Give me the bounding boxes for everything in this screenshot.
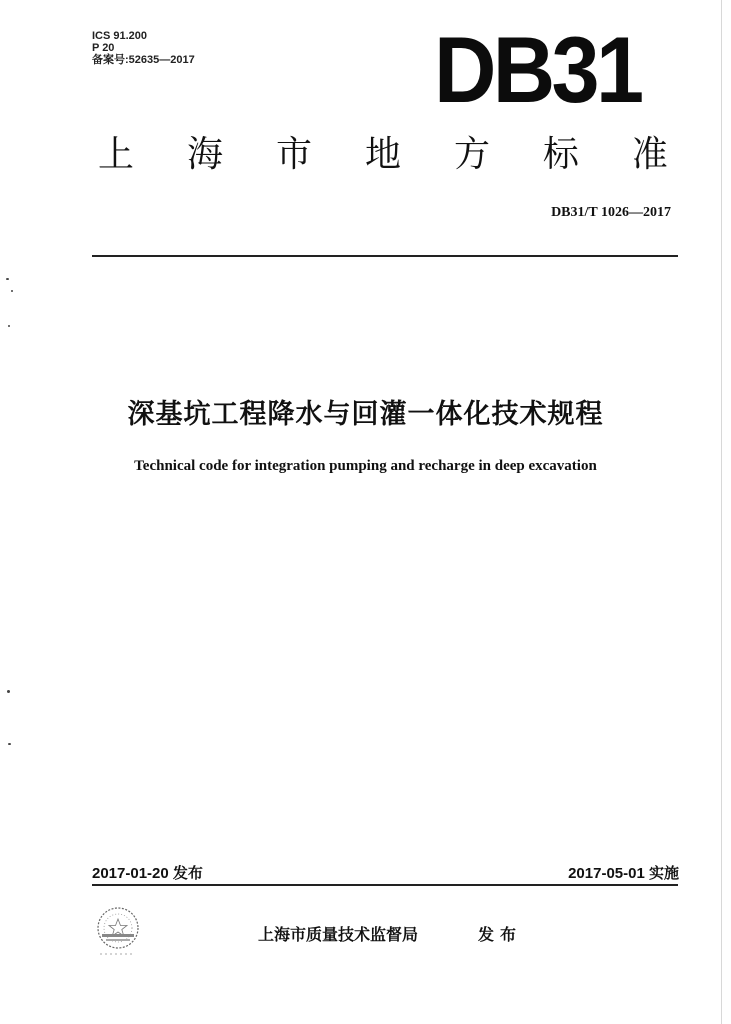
- official-seal-icon: [88, 900, 148, 960]
- scan-speck: [8, 325, 10, 327]
- standard-type-char: 市: [275, 134, 312, 175]
- standard-type-char: 准: [631, 134, 668, 175]
- footer-divider: [92, 884, 678, 886]
- scan-speck: [8, 743, 11, 745]
- standard-type-char: 上: [98, 134, 135, 175]
- standard-type-title: [98, 130, 668, 180]
- filing-number: 备案号:52635—2017: [92, 54, 195, 66]
- standard-number: DB31/T 1026—2017: [551, 205, 671, 220]
- ics-code: ICS 91.200: [92, 30, 148, 42]
- document-title-en: Technical code for integration pumping and recharge in deep excavation: [134, 458, 597, 474]
- scan-speck: [6, 278, 9, 280]
- effective-date: 2017-05-01 实施: [568, 865, 679, 882]
- publisher-name: 上海市质量技术监督局: [258, 925, 419, 944]
- category-code: P 20: [92, 42, 115, 54]
- db31-logo: DB31: [434, 17, 641, 122]
- scan-speck: [7, 690, 10, 693]
- standard-type-char: 地: [364, 134, 401, 175]
- standard-type-char: 方: [453, 134, 490, 175]
- standard-type-char: 标: [542, 134, 579, 175]
- scan-speck: [11, 290, 13, 292]
- page-edge: [721, 0, 722, 1024]
- issue-date: 2017-01-20 发布: [92, 865, 203, 882]
- header-divider: [92, 255, 678, 257]
- classification-block: [92, 30, 195, 66]
- standard-type-char: 海: [186, 134, 223, 175]
- publish-label: 发布: [478, 925, 523, 944]
- document-title-cn: 深基坑工程降水与回灌一体化技术规程: [127, 399, 604, 430]
